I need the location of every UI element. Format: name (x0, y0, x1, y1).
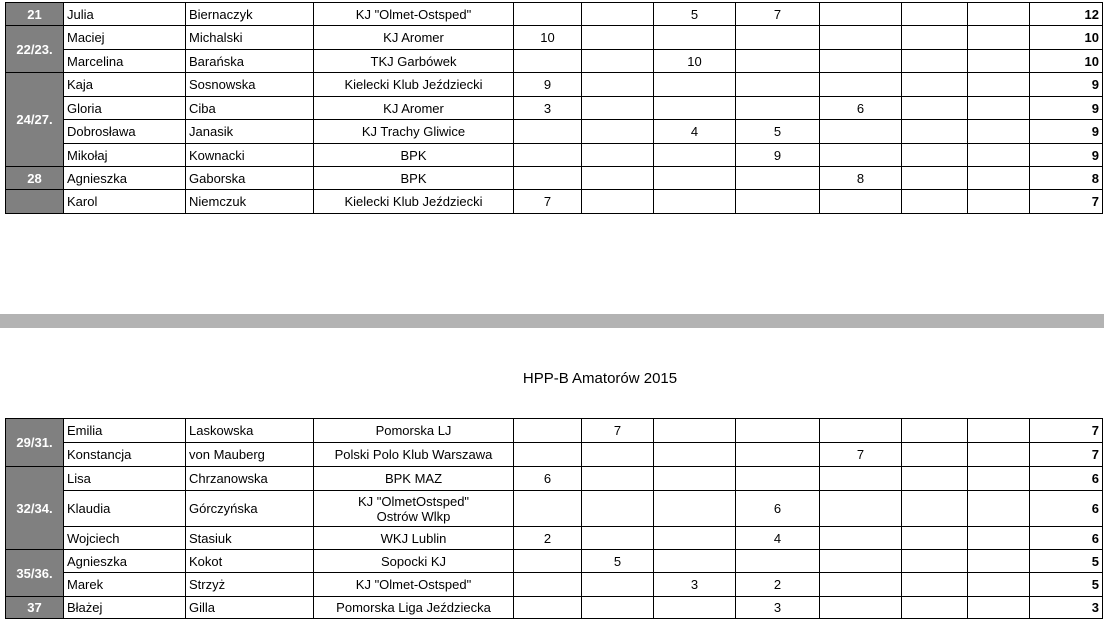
total-cell: 5 (1030, 573, 1103, 597)
first-name-cell: Mikołaj (64, 144, 186, 167)
points-cell (654, 144, 736, 167)
points-cell: 8 (820, 167, 902, 190)
club-line: BPK (400, 147, 427, 163)
points-cell (736, 97, 820, 120)
points-cell (968, 190, 1030, 214)
club-line: WKJ Lublin (380, 530, 447, 546)
total-cell: 7 (1030, 190, 1103, 214)
results-table-amatorow (5, 418, 1103, 619)
first-name-cell: Agnieszka (64, 550, 186, 573)
first-name-cell: Maciej (64, 26, 186, 50)
points-cell (582, 573, 654, 597)
points-cell (582, 190, 654, 214)
points-cell (514, 120, 582, 144)
points-cell: 7 (736, 3, 820, 26)
total-cell: 6 (1030, 467, 1103, 491)
last-name-cell: Janasik (186, 120, 314, 144)
table-row (6, 467, 1103, 491)
points-cell: 3 (514, 97, 582, 120)
points-cell (902, 527, 968, 550)
place-cell: 22/23. (6, 26, 64, 73)
club-cell (314, 50, 514, 73)
points-cell (902, 167, 968, 190)
points-cell (654, 597, 736, 619)
first-name-cell: Karol (64, 190, 186, 214)
points-cell (902, 50, 968, 73)
last-name-cell: Gaborska (186, 167, 314, 190)
points-cell (820, 491, 902, 527)
total-cell: 5 (1030, 550, 1103, 573)
club-cell (314, 3, 514, 26)
points-cell (968, 443, 1030, 467)
points-cell (820, 73, 902, 97)
points-cell (514, 144, 582, 167)
table-row (6, 491, 1103, 527)
table-row (6, 144, 1103, 167)
last-name-cell: Michalski (186, 26, 314, 50)
table-row (6, 3, 1103, 26)
points-cell (736, 550, 820, 573)
club-line: Kielecki Klub Jeździecki (344, 194, 483, 209)
place-cell: 28 (6, 167, 64, 190)
total-cell: 7 (1030, 419, 1103, 443)
points-cell: 6 (736, 491, 820, 527)
points-cell (968, 467, 1030, 491)
points-cell (820, 144, 902, 167)
points-cell (514, 419, 582, 443)
points-cell (654, 527, 736, 550)
points-cell (902, 144, 968, 167)
points-cell: 9 (736, 144, 820, 167)
points-cell (736, 419, 820, 443)
points-cell (582, 467, 654, 491)
total-cell: 10 (1030, 50, 1103, 73)
points-cell: 3 (654, 573, 736, 597)
points-cell (902, 467, 968, 491)
points-cell: 10 (654, 50, 736, 73)
club-line: BPK MAZ (384, 471, 443, 486)
points-cell (820, 190, 902, 214)
total-cell: 9 (1030, 97, 1103, 120)
club-cell (314, 26, 514, 50)
section-title: HPP-B Amatorów 2015 (522, 370, 678, 387)
points-cell: 2 (514, 527, 582, 550)
points-cell (654, 419, 736, 443)
points-cell (820, 3, 902, 26)
table-row (6, 419, 1103, 443)
points-cell (820, 550, 902, 573)
last-name-cell: Kokot (186, 550, 314, 573)
club-line: KJ Aromer (383, 100, 444, 116)
points-cell (736, 50, 820, 73)
club-line: Pomorska Liga Jeździecka (336, 600, 491, 615)
place-cell: 21 (6, 3, 64, 26)
points-cell (902, 597, 968, 619)
points-cell (654, 443, 736, 467)
last-name-cell: Niemczuk (186, 190, 314, 214)
club-cell (314, 97, 514, 120)
points-cell (968, 527, 1030, 550)
points-cell (820, 120, 902, 144)
last-name-cell: Strzyż (186, 573, 314, 597)
club-line: KJ Aromer (383, 30, 444, 45)
points-cell (820, 26, 902, 50)
total-cell: 10 (1030, 26, 1103, 50)
club-cell (314, 597, 514, 619)
club-line: Kielecki Klub Jeździecki (344, 77, 483, 92)
total-cell: 12 (1030, 3, 1103, 26)
points-cell (736, 443, 820, 467)
total-cell: 9 (1030, 120, 1103, 144)
last-name-cell: Biernaczyk (186, 3, 314, 26)
points-cell (582, 597, 654, 619)
table-row (6, 97, 1103, 120)
points-cell (736, 26, 820, 50)
points-cell (582, 97, 654, 120)
points-cell (582, 527, 654, 550)
place-cell: 32/34. (6, 467, 64, 550)
points-cell (514, 50, 582, 73)
club-cell (314, 443, 514, 467)
points-cell (968, 3, 1030, 26)
club-cell (314, 73, 514, 97)
points-cell (902, 26, 968, 50)
table-row (6, 550, 1103, 573)
club-line: Pomorska LJ (375, 423, 452, 438)
last-name-cell: Chrzanowska (186, 467, 314, 491)
points-cell (968, 26, 1030, 50)
points-cell (902, 3, 968, 26)
last-name-cell: Kownacki (186, 144, 314, 167)
first-name-cell: Agnieszka (64, 167, 186, 190)
table-row (6, 527, 1103, 550)
points-cell: 5 (654, 3, 736, 26)
club-cell (314, 167, 514, 190)
points-cell (968, 97, 1030, 120)
club-line: KJ "OlmetOstsped" (357, 493, 470, 509)
points-cell (654, 491, 736, 527)
points-cell: 10 (514, 26, 582, 50)
points-cell (820, 597, 902, 619)
club-cell (314, 190, 514, 214)
points-cell (736, 73, 820, 97)
first-name-cell: Konstancja (64, 443, 186, 467)
first-name-cell: Wojciech (64, 527, 186, 550)
points-cell (820, 50, 902, 73)
points-cell: 2 (736, 573, 820, 597)
first-name-cell: Julia (64, 3, 186, 26)
points-cell (514, 597, 582, 619)
club-cell (314, 491, 514, 527)
points-cell (902, 419, 968, 443)
last-name-cell: Barańska (186, 50, 314, 73)
table-row (6, 190, 1103, 214)
first-name-cell: Błażej (64, 597, 186, 619)
place-cell: 35/36. (6, 550, 64, 597)
last-name-cell: Górczyńska (186, 491, 314, 527)
club-cell (314, 467, 514, 491)
club-line: KJ Trachy Gliwice (361, 124, 466, 139)
points-cell (582, 120, 654, 144)
points-cell (654, 26, 736, 50)
points-cell (902, 550, 968, 573)
club-line: TKJ Garbówek (370, 53, 457, 69)
last-name-cell: Sosnowska (186, 73, 314, 97)
first-name-cell: Marek (64, 573, 186, 597)
points-cell (968, 120, 1030, 144)
points-cell (820, 573, 902, 597)
place-cell: 24/27. (6, 73, 64, 167)
points-cell: 6 (820, 97, 902, 120)
club-cell (314, 550, 514, 573)
last-name-cell: Laskowska (186, 419, 314, 443)
points-cell (902, 120, 968, 144)
points-cell (582, 3, 654, 26)
first-name-cell: Marcelina (64, 50, 186, 73)
club-cell (314, 527, 514, 550)
points-cell (902, 73, 968, 97)
points-cell (514, 550, 582, 573)
points-cell: 7 (820, 443, 902, 467)
first-name-cell: Dobrosława (64, 120, 186, 144)
total-cell: 6 (1030, 527, 1103, 550)
points-cell (968, 167, 1030, 190)
club-cell (314, 120, 514, 144)
total-cell: 8 (1030, 167, 1103, 190)
table-row (6, 50, 1103, 73)
points-cell (968, 419, 1030, 443)
first-name-cell: Emilia (64, 419, 186, 443)
first-name-cell: Lisa (64, 467, 186, 491)
points-cell: 4 (654, 120, 736, 144)
table-row (6, 443, 1103, 467)
points-cell (820, 419, 902, 443)
points-cell (582, 26, 654, 50)
club-cell (314, 144, 514, 167)
place-cell: 37 (6, 597, 64, 619)
points-cell (736, 467, 820, 491)
points-cell (654, 190, 736, 214)
points-cell (820, 467, 902, 491)
points-cell (514, 167, 582, 190)
table-row (6, 167, 1103, 190)
points-cell (736, 167, 820, 190)
place-cell: 29/31. (6, 419, 64, 467)
first-name-cell: Kaja (64, 73, 186, 97)
points-cell (654, 467, 736, 491)
place-cell (6, 190, 64, 214)
total-cell: 9 (1030, 73, 1103, 97)
table-row (6, 26, 1103, 50)
table-row (6, 120, 1103, 144)
last-name-cell: von Mauberg (186, 443, 314, 467)
points-cell (968, 573, 1030, 597)
points-cell (582, 50, 654, 73)
points-cell (968, 73, 1030, 97)
last-name-cell: Ciba (186, 97, 314, 120)
points-cell (968, 597, 1030, 619)
points-cell (968, 144, 1030, 167)
points-cell (968, 50, 1030, 73)
points-cell: 5 (736, 120, 820, 144)
points-cell: 3 (736, 597, 820, 619)
points-cell (582, 73, 654, 97)
points-cell (968, 550, 1030, 573)
table-row (6, 597, 1103, 619)
table-row (6, 573, 1103, 597)
section-divider (0, 314, 1104, 328)
points-cell (582, 443, 654, 467)
points-cell: 6 (514, 467, 582, 491)
club-line: Sopocki KJ (380, 553, 447, 569)
points-cell: 9 (514, 73, 582, 97)
last-name-cell: Stasiuk (186, 527, 314, 550)
club-line: KJ "Olmet-Ostsped" (355, 577, 472, 592)
points-cell (736, 190, 820, 214)
results-table-top (5, 2, 1103, 214)
points-cell (654, 167, 736, 190)
first-name-cell: Klaudia (64, 491, 186, 527)
total-cell: 9 (1030, 144, 1103, 167)
points-cell (820, 527, 902, 550)
points-cell: 7 (582, 419, 654, 443)
points-cell (902, 190, 968, 214)
points-cell (902, 443, 968, 467)
points-cell (514, 443, 582, 467)
points-cell (582, 167, 654, 190)
club-cell (314, 419, 514, 443)
points-cell: 5 (582, 550, 654, 573)
total-cell: 6 (1030, 491, 1103, 527)
points-cell (902, 491, 968, 527)
points-cell (902, 97, 968, 120)
points-cell (654, 97, 736, 120)
last-name-cell: Gilla (186, 597, 314, 619)
total-cell: 3 (1030, 597, 1103, 619)
club-line: Polski Polo Klub Warszawa (334, 447, 493, 462)
points-cell (514, 491, 582, 527)
points-cell (582, 491, 654, 527)
total-cell: 7 (1030, 443, 1103, 467)
club-line: Ostrów Wlkp (376, 508, 451, 524)
points-cell (582, 144, 654, 167)
first-name-cell: Gloria (64, 97, 186, 120)
club-line: KJ "Olmet-Ostsped" (355, 6, 472, 22)
points-cell: 4 (736, 527, 820, 550)
club-cell (314, 573, 514, 597)
table-row (6, 73, 1103, 97)
points-cell (514, 3, 582, 26)
points-cell (654, 73, 736, 97)
points-cell: 7 (514, 190, 582, 214)
club-line: BPK (400, 170, 427, 186)
points-cell (654, 550, 736, 573)
points-cell (514, 573, 582, 597)
points-cell (902, 573, 968, 597)
points-cell (968, 491, 1030, 527)
